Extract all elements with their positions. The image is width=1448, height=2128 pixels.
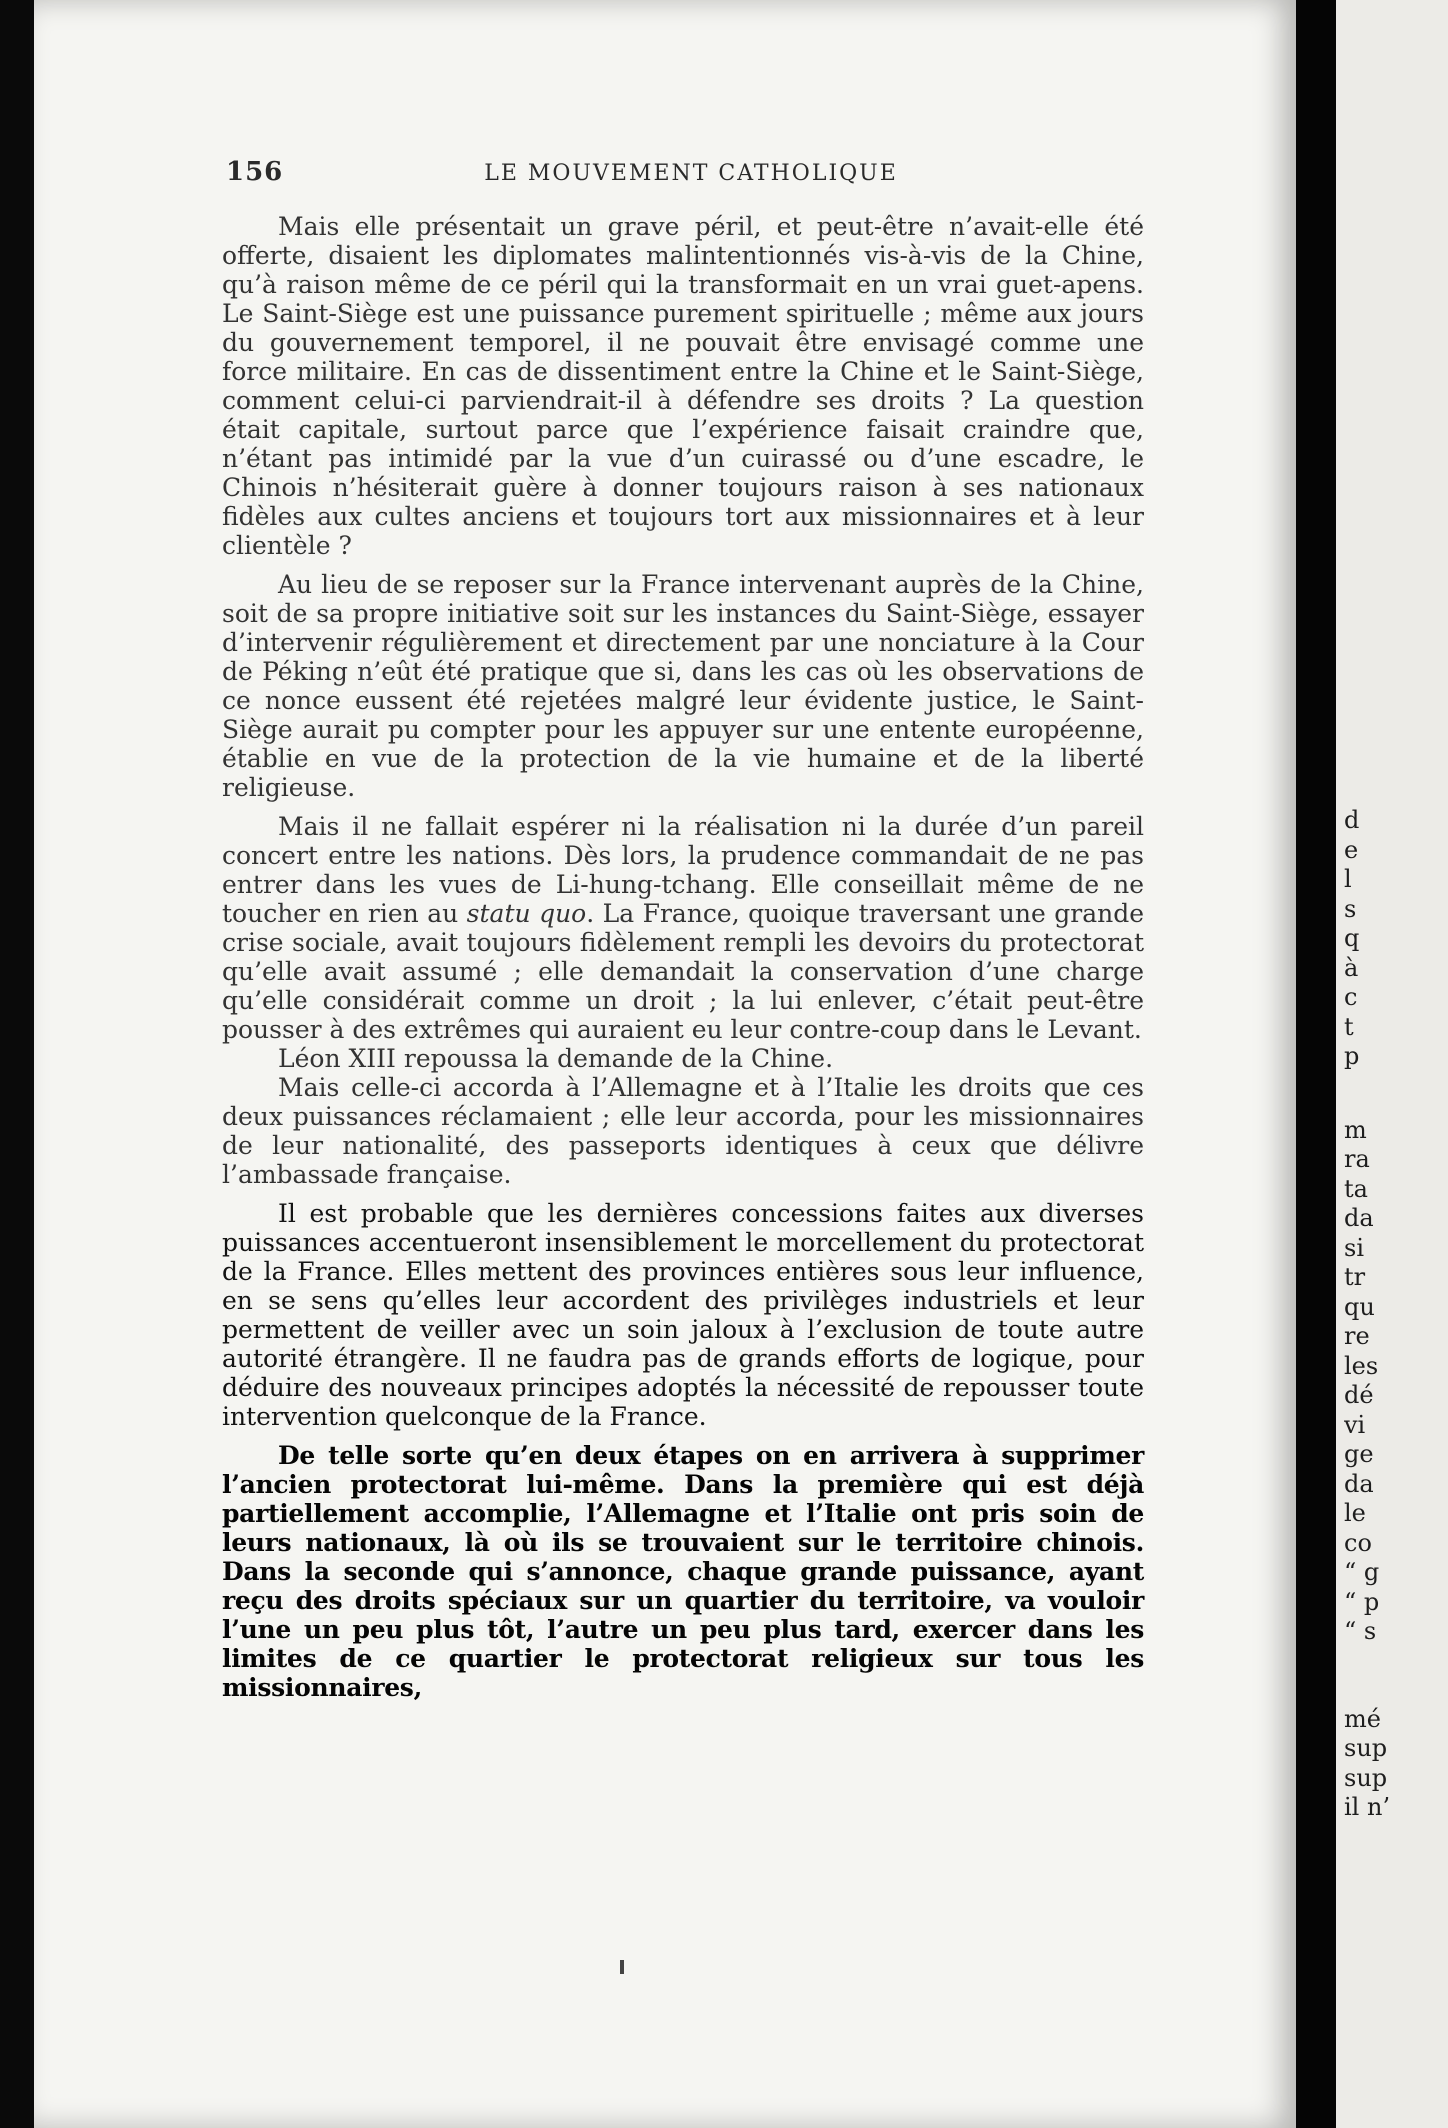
- fragment-gap: [1344, 1072, 1448, 1116]
- fragment-line: si: [1344, 1233, 1364, 1262]
- paragraph-4: Léon XIII repoussa la demande de la Chine.: [278, 1044, 834, 1073]
- fragment-line: tr: [1344, 1263, 1366, 1291]
- fragment-line: “ g: [1344, 1558, 1380, 1586]
- fragment-line: il n’: [1344, 1793, 1391, 1821]
- fragment-line: dé: [1344, 1381, 1374, 1409]
- fragment-line: t: [1344, 1012, 1354, 1041]
- fragment-line: c: [1344, 983, 1358, 1011]
- paragraph-3-italic: statu quo: [466, 899, 587, 928]
- fragment-line: p: [1344, 1042, 1360, 1070]
- fragment-line: vi: [1344, 1410, 1366, 1439]
- fragment-line: les: [1344, 1351, 1379, 1380]
- paragraph-3-end: . La France, quoique traversant une grande crise sociale, avait toujours fidèlement rempli les devoirs du protectorat qu’elle avait assumé ; elle demandait la conservation d’une charge qu’elle considérait comme un droit ; la lui enlever, c’était peut-être pousser à des extrêmes qui auraient eu leur contre-coup dans le Levant.: [222, 899, 1145, 1044]
- fragment-line: m: [1344, 1115, 1367, 1144]
- fragment-line: d: [1344, 806, 1360, 834]
- fragment-line: l: [1344, 865, 1352, 893]
- running-title: LE MOUVEMENT CATHOLIQUE: [484, 161, 898, 186]
- fragment-line: ta: [1344, 1174, 1368, 1203]
- fragment-line: ra: [1344, 1145, 1370, 1173]
- fragment-line: “ p: [1344, 1587, 1380, 1616]
- fragment-line: re: [1344, 1322, 1370, 1350]
- page-header: [226, 157, 1156, 197]
- fragment-line: s: [1344, 894, 1357, 923]
- adjacent-page-fragments: [1344, 806, 1448, 1823]
- scan-speck: [620, 1960, 624, 1974]
- fragment-line: co: [1344, 1528, 1372, 1557]
- paragraph-2: Au lieu de se reposer sur la France intervenant auprès de la Chine, soit de sa propre initiative soit sur les instances du Saint-Siège, essayer d’intervenir régulièrement et directement par une nonciature à la Cour de Péking n’eût été pratique que si, dans les cas où les observations de ce nonce eussent été rejetées malgré leur évidente justice, le Saint-Siège aurait pu compter pour les appuyer sur une entente européenne, établie en vue de la protection de la vie humaine et de la liberté religieuse.: [222, 570, 1144, 802]
- paragraph-7: De telle sorte qu’en deux étapes on en arrivera à supprimer l’ancien protectorat lui-même. Dans la première qui est déjà partiellement accomplie, l’Allemagne et l’Italie ont pris soin de leurs nationaux, là où ils se trouvaient sur le territoire chinois. Dans la seconde qui s’annonce, chaque grande puissance, ayant reçu des droits spéciaux sur un quartier du territoire, va vouloir l’une un peu plus tôt, l’autre un peu plus tard, exercer dans les limites de ce quartier le protectorat religieux sur tous les missionnaires,: [222, 1441, 1144, 1702]
- fragment-line: sup: [1344, 1763, 1388, 1792]
- paragraph-1: Mais elle présentait un grave péril, et peut-être n’avait-elle été offerte, disaient les diplomates malintentionnés vis-à-vis de la Chine, qu’à raison même de ce péril qui la transformait en un vrai guet-apens. Le Saint-Siège est une puissance purement spirituelle ; même aux jours du gouvernement temporel, il ne pouvait être envisagé comme une force militaire. En cas de dissentiment entre la Chine et le Saint-Siège, comment celui-ci parviendrait-il à défendre ses droits ? La question était capitale, surtout parce que l’expérience faisait craindre que, n’étant pas intimidé par la vue d’un cuirassé ou d’une escadre, le Chinois n’hésiterait guère à donner toujours raison à ses nationaux fidèles aux cultes anciens et toujours tort aux missionnaires et à leur clientèle ?: [222, 212, 1144, 560]
- book-gutter: [1296, 0, 1336, 2128]
- fragment-line: “ s: [1344, 1617, 1377, 1645]
- fragment-line: e: [1344, 835, 1359, 864]
- fragment-line: le: [1344, 1499, 1366, 1527]
- paragraph-5: Mais celle-ci accorda à l’Allemagne et à l’Italie les droits que ces deux puissances réclamaient ; elle leur accorda, pour les missionnaires de leur nationalité, des passeports identiques à ceux que délivre l’ambassade française.: [222, 1073, 1144, 1189]
- fragment-line: da: [1344, 1469, 1374, 1498]
- scan-left-edge: [0, 0, 34, 2128]
- fragment-line: ge: [1344, 1440, 1374, 1468]
- adjacent-page: [1336, 0, 1448, 2128]
- fragment-line: à: [1344, 953, 1359, 982]
- fragment-line: mé: [1344, 1704, 1381, 1733]
- fragment-line: q: [1344, 924, 1360, 952]
- body-text: [222, 212, 1144, 1712]
- paragraph-3-start: Mais il ne fallait espérer ni la réalisation ni la durée d’un pareil concert entre les nations. Dès lors, la prudence commandait de ne pas entrer dans les vues de Li-hung-tchang. Elle conseillait même de ne toucher en rien au: [222, 812, 1144, 928]
- paragraph-6: Il est probable que les dernières concessions faites aux diverses puissances accentueront insensiblement le morcellement du protectorat de la France. Elles mettent des provinces entières sous leur influence, en se sens qu’elles leur accordent des privilèges industriels et leur permettent de veiller avec un soin jaloux à l’exclusion de toute autre autorité étrangère. Il ne faudra pas de grands efforts de logique, pour déduire des nouveaux principes adoptés la nécessité de repousser toute intervention quelconque de la France.: [222, 1199, 1144, 1431]
- fragment-line: da: [1344, 1204, 1374, 1232]
- paragraph-3: [222, 812, 1144, 1044]
- fragment-line: qu: [1344, 1292, 1375, 1321]
- fragment-line: sup: [1344, 1734, 1388, 1762]
- page-number: 156: [226, 157, 284, 187]
- fragment-gap: [1344, 1647, 1448, 1705]
